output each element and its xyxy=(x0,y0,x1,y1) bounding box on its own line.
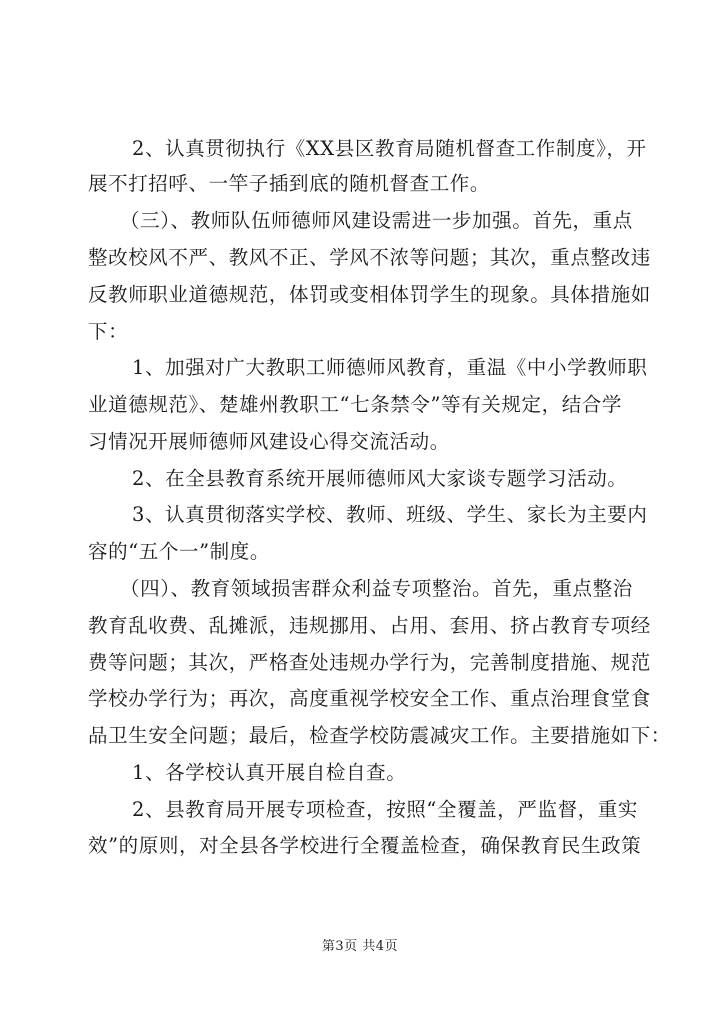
paragraph-line: 下： xyxy=(88,320,129,343)
paragraph-line: 1、各学校认真开展自检自查。 xyxy=(132,761,407,784)
paragraph-line: 2、县教育局开展专项检查，按照“全覆盖，严监督，重实 xyxy=(132,798,638,821)
paragraph-line: 3、认真贯彻落实学校、教师、班级、学生、家长为主要内 xyxy=(132,503,648,526)
paragraph-line: 反教师职业道德规范，体罚或变相体罚学生的现象。具体措施如 xyxy=(88,283,651,306)
paragraph-line: （三）、教师队伍师德师风建设需进一步加强。首先，重点 xyxy=(120,209,633,232)
paragraph-line: 效”的原则，对全县各学校进行全覆盖检查，确保教育民生政策 xyxy=(88,834,642,857)
paragraph-line: 1、加强对广大教职工师德师风教育，重温《中小学教师职 xyxy=(132,356,648,379)
paragraph-line: 学校办学行为；再次，高度重视学校安全工作、重点治理食堂食 xyxy=(88,687,651,710)
paragraph-line: 业道德规范》、楚雄州教职工“七条禁令”等有关规定，结合学 xyxy=(88,393,622,416)
paragraph-line: （四）、教育领域损害群众利益专项整治。首先，重点整治 xyxy=(120,577,633,600)
paragraph-line: 教育乱收费、乱摊派，违规挪用、占用、套用、挤占教育专项经 xyxy=(88,614,651,637)
paragraph-line: 习情况开展师德师风建设心得交流活动。 xyxy=(88,430,450,453)
paragraph-line: 展不打招呼、一竿子插到底的随机督查工作。 xyxy=(88,172,491,195)
paragraph-line: 整改校风不严、教风不正、学风不浓等问题；其次，重点整改违 xyxy=(88,246,651,269)
paragraph-line: 费等问题；其次，严格查处违规办学行为，完善制度措施、规范 xyxy=(88,651,651,674)
paragraph-line: 2、在全县教育系统开展师德师风大家谈专题学习活动。 xyxy=(132,467,628,490)
paragraph-line: 2、认真贯彻执行《XX县区教育局随机督查工作制度》，开 xyxy=(132,137,647,160)
paragraph-line: 容的“五个一”制度。 xyxy=(88,540,270,563)
paragraph-line: 品卫生安全问题；最后，检查学校防震减灾工作。主要措施如下： xyxy=(88,724,671,747)
page-number-footer: 第3页 共4页 xyxy=(321,939,399,954)
